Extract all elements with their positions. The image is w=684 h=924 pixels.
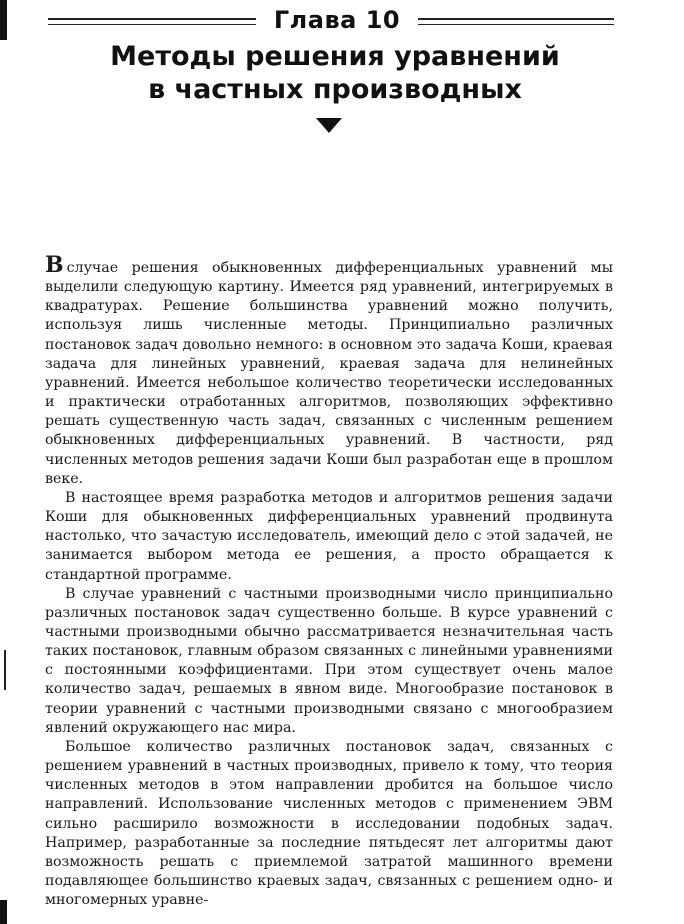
body-text [45, 252, 613, 910]
header-rule-left [48, 18, 256, 25]
paragraph-1-text: случае решения обыкновенных дифференциальных уравнений мы выделили следующую картину. Имеется ряд уравнений, интегрируемых в квадратурах. Решение большинства уравнений можно получить, используя лишь численные методы. Принципиально различных постановок задач довольно немного: в основном это задача Коши, краевая задача для линейных уравнений, краевая задача для нелинейных уравнений. Имеется небольшое количество теоретически исследованных и практически отработанных алгоритмов, позволяющих эффективно решать существенную часть задач, связанных с численным решением обыкновенных дифференциальных уравнений. В частности, ряд численных методов решения задачи Коши был разработан еще в прошлом веке. [45, 260, 613, 487]
chapter-title-line-1: Методы решения уравнений [110, 41, 560, 72]
chapter-label: Глава 10 [273, 6, 401, 34]
scan-edge-artifact [0, 0, 7, 40]
chapter-title-line-2: в частных производных [148, 74, 522, 105]
paragraph-2: В настоящее время разработка методов и алгоритмов решения задачи Коши для обыкновенных дифференциальных уравнений продвинута настолько, что зачастую исследователь, имеющий дело с этой задачей, не занимается выбором метода ее решения, а просто обращается к стандартной программе. [45, 489, 613, 583]
header-rule-right [418, 18, 614, 25]
paragraph-1 [45, 252, 613, 489]
drop-cap: В [45, 252, 64, 278]
paragraph-3: В случае уравнений с частными производными число принципиально различных постановок задач существенно больше. В курсе уравнений с частными производными обычно рассматривается незначительная часть таких постановок, главным образом связанных с линейными уравнениями с постоянными коэффициентами. При этом существует очень малое количество задач, решаемых в явном виде. Многообразие постановок в теории уравнений с частными производными связано с многообразием явлений окружающего нас мира. [45, 585, 613, 736]
triangle-ornament-icon [316, 118, 342, 133]
chapter-header [48, 8, 614, 38]
scan-edge-artifact [0, 900, 7, 924]
scan-edge-artifact [4, 650, 6, 690]
paragraph-4: Большое количество различных постановок задач, связанных с решением уравнений в частных производных, привело к тому, что теория численных методов в этом направлении дробится на большое число направлений. Использование численных методов с применением ЭВМ сильно расширило возможности в исследовании подобных задач. Например, разработанные за последние пятьдесят лет алгоритмы дают возможность решать с приемлемой затратой машинного времени подавляющее большинство краевых задач, связанных с решением одно- и многомерных уравне- [45, 738, 613, 909]
chapter-title [40, 40, 630, 106]
